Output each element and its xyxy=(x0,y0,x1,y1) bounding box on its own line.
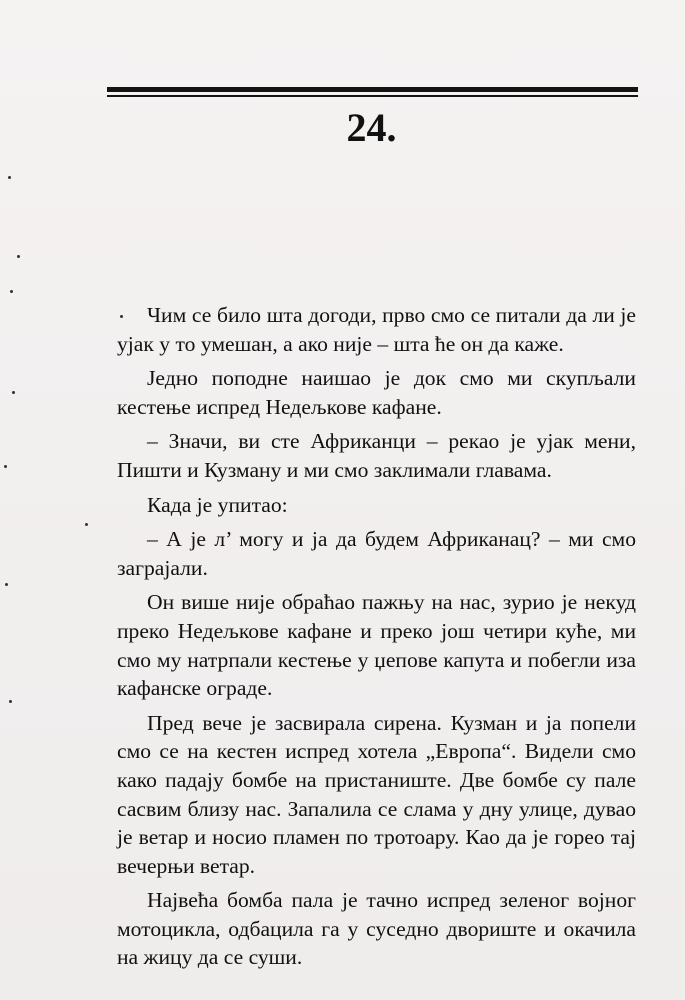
paragraph: – А је л’ могу и ја да будем Африканац? – ми смо заграјали. xyxy=(117,527,636,580)
body-text xyxy=(117,301,636,978)
paragraph: Чим се било шта догоди, прво смо се питали да ли је ујак у то умешан, а ако није – шта ће он да каже. xyxy=(117,303,636,356)
chapter-number: 24. xyxy=(346,105,397,150)
paragraph: Када је упитао: xyxy=(147,492,288,517)
scan-speck xyxy=(10,290,13,293)
header-rule-thick xyxy=(107,87,638,92)
scan-speck xyxy=(5,583,8,586)
scan-speck xyxy=(8,176,11,179)
scan-speck xyxy=(120,315,123,318)
paragraph: Он више није обраћао пажњу на нас, зурио је некуд преко Недељкове кафане и преко још четири куће, ми смо му натрпали кестење у џепове капута и побегли иза кафанске ограде. xyxy=(117,590,636,701)
scan-speck xyxy=(9,700,12,703)
paragraph: Једно поподне наишао је док смо ми скупљали кестење испред Недељкове кафане. xyxy=(117,366,636,419)
paragraph: – Значи, ви сте Африканци – рекао је ујак мени, Пишти и Кузману и ми смо заклимали главама. xyxy=(117,429,636,482)
scan-speck xyxy=(12,391,15,394)
header-rule-thin xyxy=(107,95,638,97)
scan-speck xyxy=(4,465,7,468)
scan-speck xyxy=(17,255,20,258)
paragraph: Највећа бомба пала је тачно испред зеленог војног мотоцикла, одбацила га у суседно двориште и окачила на жицу да се суши. xyxy=(117,888,636,970)
scan-speck xyxy=(85,523,88,526)
paragraph: Пред вече је засвирала сирена. Кузман и ја попели смо се на кестен испред хотела „Европа“. Видели смо како падају бомбе на пристаниште. Две бомбе су пале сасвим близу нас. Запалила се слама у дну улице, дувао је ветар и носио пламен по тротоару. Као да је горео тај вечерњи ветар. xyxy=(117,710,636,878)
